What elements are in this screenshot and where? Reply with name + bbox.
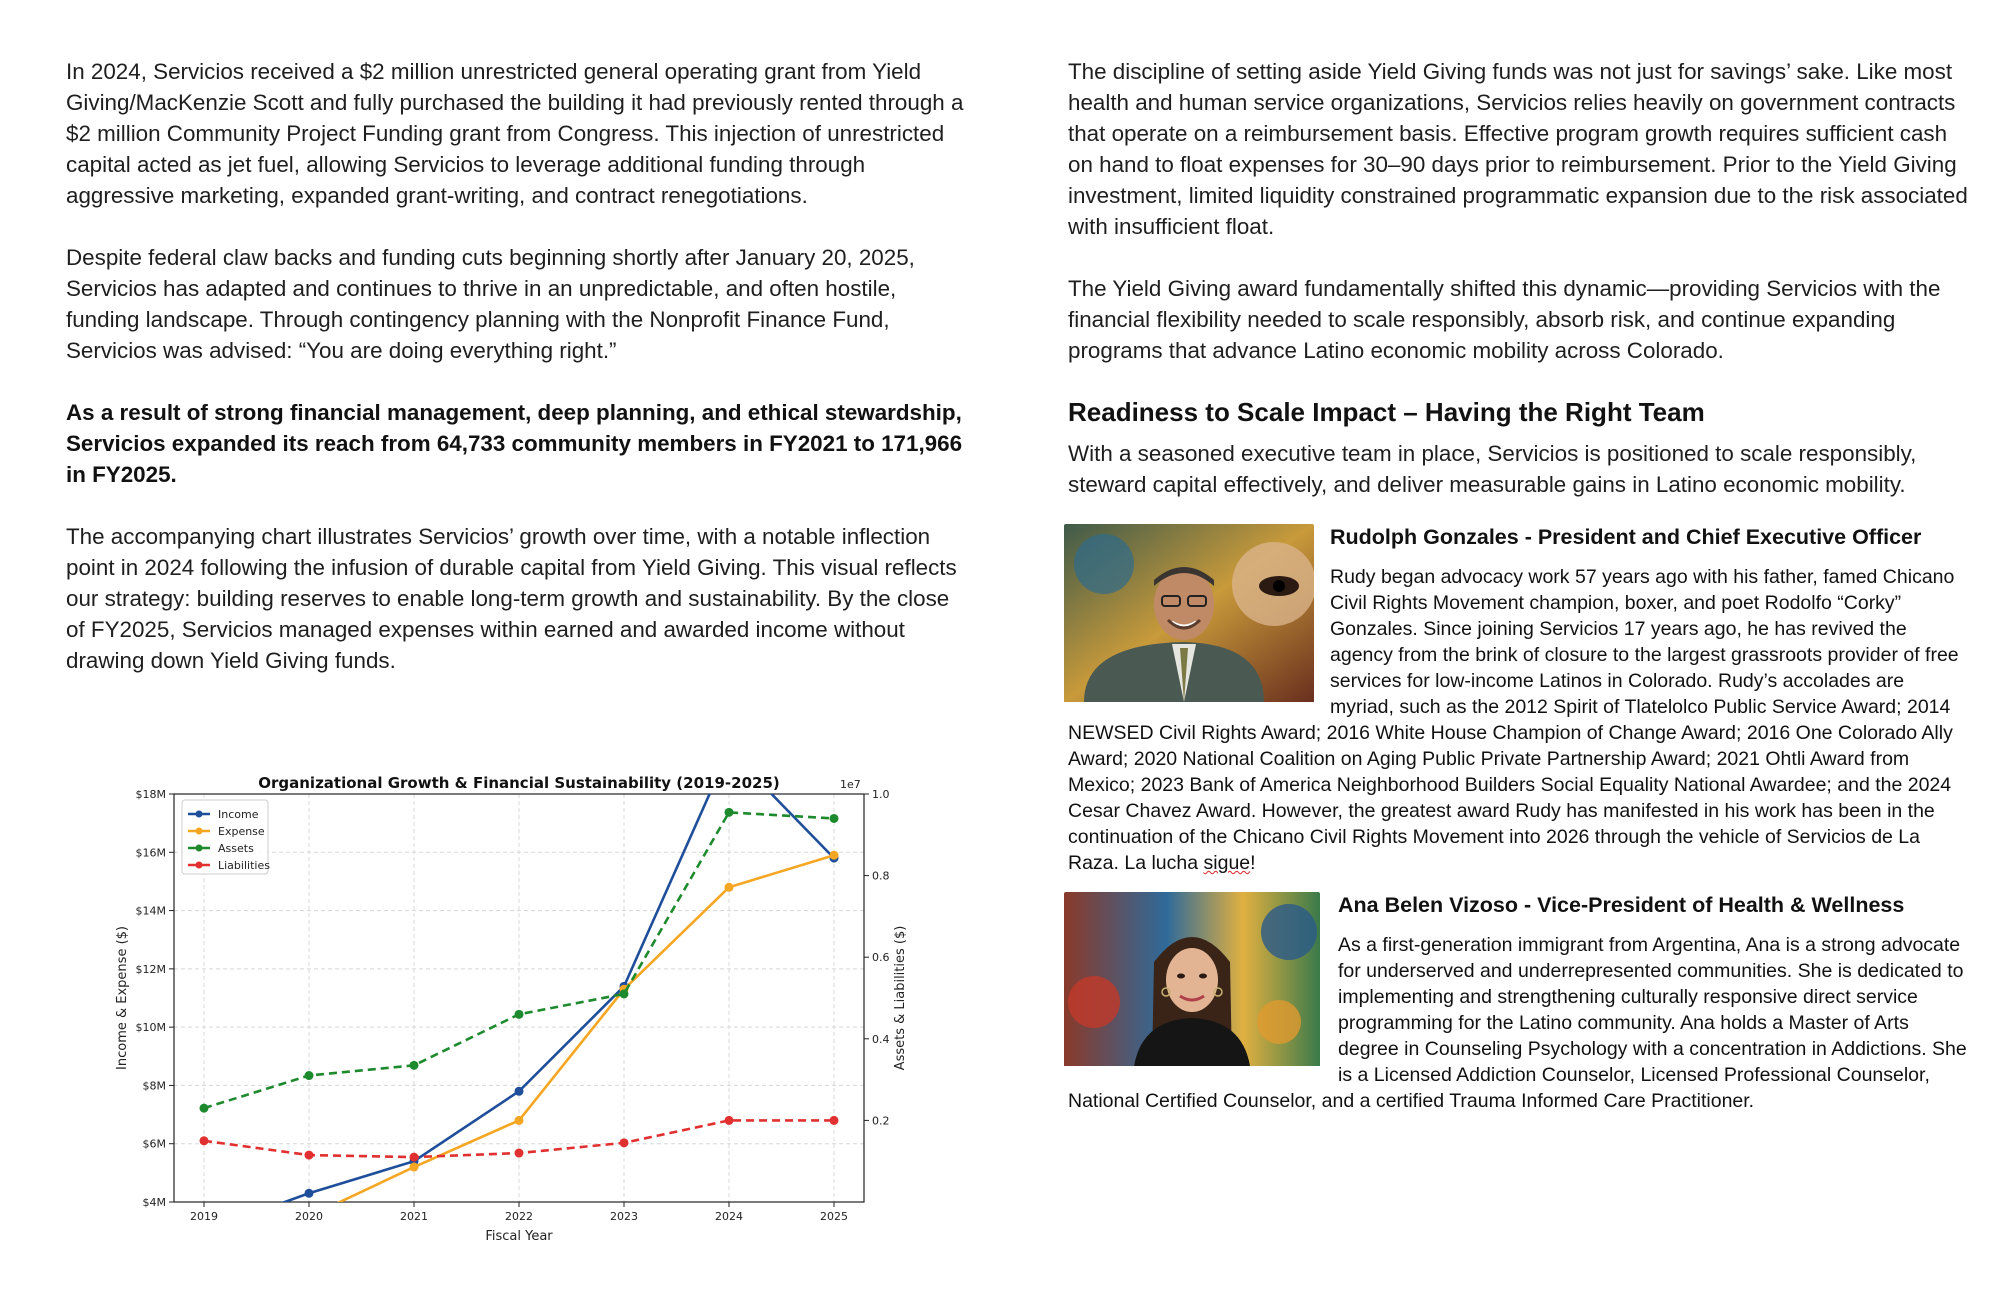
x-tick-label: 2019: [190, 1210, 218, 1223]
data-point-liabilities: [515, 1149, 524, 1158]
growth-chart: [96, 766, 956, 1261]
growth-chart-svg: [96, 766, 956, 1261]
x-axis-label: Fiscal Year: [485, 1229, 553, 1244]
section-heading: Readiness to Scale Impact – Having the Right Team: [1068, 397, 1705, 427]
y-tick-label: $12M: [135, 962, 166, 976]
y-tick-label: $8M: [142, 1079, 166, 1093]
data-point-assets: [620, 989, 629, 998]
chart-title: Organizational Growth & Financial Sustainability (2019-2025): [258, 774, 780, 792]
y-tick-label: $4M: [142, 1196, 166, 1209]
data-point-liabilities: [410, 1153, 419, 1162]
paragraph-reach-growth: As a result of strong financial management, deep planning, and ethical stewardship, Servicios expanded its reach from 64,733 community members in FY2021 to 171,966 in FY2025.: [66, 400, 963, 487]
rudolph-gonzales-name: Rudolph Gonzales - President and Chief Executive Officer: [1330, 525, 1922, 549]
paragraph-chart-description: The accompanying chart illustrates Servicios’ growth over time, with a notable inflection point in 2024 following the infusion of durable capital from Yield Giving. This visual reflects our strategy: building reserves to enable long-term growth and sustainability. By the close of FY2025, Servicios managed expenses within earned and awarded income without drawing down Yield Giving funds.: [66, 524, 957, 673]
data-point-liabilities: [200, 1136, 209, 1145]
data-point-expense: [515, 1116, 524, 1125]
y-tick-label: $14M: [135, 904, 166, 918]
x-tick-label: 2025: [820, 1210, 848, 1223]
data-point-expense: [410, 1163, 419, 1172]
x-tick-label: 2020: [295, 1210, 323, 1223]
paragraph-yield-giving-grant: In 2024, Servicios received a $2 million unrestricted general operating grant from Yield Giving/MacKenzie Scott and fully purchased the building it had previously rented through a $2 million Community Project Funding grant from Congress. This injection of unrestricted capital acted as jet fuel, allowing Servicios to leverage additional funding through aggressive marketing, expanded grant-writing, and contract renegotiations.: [66, 59, 964, 208]
person-rudolph-gonzales: [1068, 524, 1968, 876]
rudolph-gonzales-photo: [1064, 524, 1314, 709]
rudolph-gonzales-bio-punct: !: [1250, 852, 1256, 874]
x-tick-label: 2021: [400, 1210, 428, 1223]
data-point-income: [305, 1189, 314, 1198]
data-point-assets: [410, 1061, 419, 1070]
paragraph-award-shift: The Yield Giving award fundamentally shifted this dynamic—providing Servicios with the financial flexibility needed to scale responsibly, absorb risk, and continue expanding programs that advance Latino economic mobility across Colorado.: [1068, 276, 1941, 363]
y-tick-label: $6M: [142, 1137, 166, 1151]
data-point-assets: [515, 1010, 524, 1019]
data-point-assets: [305, 1071, 314, 1080]
y-tick-label: $16M: [135, 846, 166, 860]
y2-scale-label: 1e7: [840, 778, 861, 791]
data-point-liabilities: [305, 1151, 314, 1160]
data-point-liabilities: [620, 1138, 629, 1147]
y2-tick-label: 0.6: [872, 951, 890, 965]
section-intro: With a seasoned executive team in place, Servicios is positioned to scale responsibly, steward capital effectively, and deliver measurable gains in Latino economic mobility.: [1068, 441, 1917, 497]
ana-belen-vizoso-photo: [1064, 892, 1320, 1073]
legend-label-assets: Assets: [218, 842, 254, 855]
data-point-expense: [830, 851, 839, 860]
right-column: [1068, 56, 1968, 1114]
legend-label-income: Income: [218, 808, 259, 821]
paragraph-yield-discipline: The discipline of setting aside Yield Giving funds was not just for savings’ sake. Like most health and human service organizations, Servicios relies heavily on government contracts that operate on a reimbursement basis. Effective program growth requires sufficient cash on hand to float expenses for 30–90 days prior to reimbursement. Prior to the Yield Giving investment, limited liquidity constrained programmatic expansion due to the risk associated with insufficient float.: [1068, 59, 1968, 239]
ana-belen-vizoso-name: Ana Belen Vizoso - Vice-President of Health & Wellness: [1338, 893, 1905, 917]
rudolph-gonzales-bio-text: Rudy began advocacy work 57 years ago with his father, famed Chicano Civil Rights Movement champion, boxer, and poet Rodolfo “Corky” Gonzales. Since joining Servicios 17 years ago, he has revived the agency from the brink of closure to the largest grassroots provider of free services for low-income Latinos in Colorado. Rudy’s accolades are myriad, such as the 2012 Spirit of Tlatelolco Public Service Award; 2014 NEWSED Civil Rights Award; 2016 White House Champion of Change Award; 2016 One Colorado Ally Award; 2020 National Coalition on Aging Public Private Partnership Award; 2021 Ohtli Award from Mexico; 2023 Bank of America Neighborhood Builders Social Equality National Awardee; and the 2024 Cesar Chavez Award. However, the greatest award Rudy has manifested in his work has been in the continuation of the Chicano Civil Rights Movement into 2026 through the vehicle of Servicios de La Raza. La lucha: [1068, 566, 1959, 874]
legend-marker-income: [196, 811, 203, 818]
x-tick-label: 2023: [610, 1210, 638, 1223]
data-point-income: [515, 1087, 524, 1096]
data-point-assets: [200, 1104, 209, 1113]
left-column: [66, 56, 966, 707]
data-point-assets: [725, 808, 734, 817]
data-point-expense: [200, 1238, 209, 1247]
data-point-income: [200, 1227, 209, 1236]
x-tick-label: 2022: [505, 1210, 533, 1223]
legend-label-liabilities: Liabilities: [218, 859, 270, 872]
legend-marker-liabilities: [196, 862, 203, 869]
y2-axis-label: Assets & Liabilities ($): [893, 925, 908, 1071]
y-tick-label: $10M: [135, 1021, 166, 1035]
ana-belen-vizoso-bio: As a first-generation immigrant from Argentina, Ana is a strong advocate for underserved and underrepresented communities. She is dedicated to implementing and strengthening culturally responsive direct service programming for the Latino community. Ana holds a Master of Arts degree in Counseling Psychology with a concentration in Addictions. She is a Licensed Addiction Counselor, Licensed Professional Counselor, National Certified Counselor, and a certified Trauma Informed Care Practitioner.: [1068, 934, 1967, 1112]
person-ana-belen-vizoso: [1068, 892, 1968, 1114]
data-point-expense: [725, 883, 734, 892]
legend-label-expense: Expense: [218, 825, 265, 838]
y2-tick-label: 0.4: [872, 1032, 890, 1046]
rudolph-gonzales-bio-last-word: sigue: [1203, 852, 1251, 874]
x-tick-label: 2024: [715, 1210, 743, 1223]
y2-tick-label: 0.8: [872, 869, 890, 883]
data-point-liabilities: [725, 1116, 734, 1125]
y2-tick-label: 1.0: [872, 788, 890, 801]
data-point-assets: [830, 814, 839, 823]
y-axis-label: Income & Expense ($): [115, 926, 130, 1070]
legend-marker-assets: [196, 845, 203, 852]
y-tick-label: $18M: [135, 788, 166, 801]
paragraph-federal-cuts: Despite federal claw backs and funding cuts beginning shortly after January 20, 2025, Servicios has adapted and continues to thrive in an unpredictable, and often hostile, funding landscape. Through contingency planning with the Nonprofit Finance Fund, Servicios was advised: “You are doing everything right.”: [66, 245, 915, 363]
data-point-liabilities: [830, 1116, 839, 1125]
y2-tick-label: 0.2: [872, 1114, 890, 1128]
legend-marker-expense: [196, 828, 203, 835]
